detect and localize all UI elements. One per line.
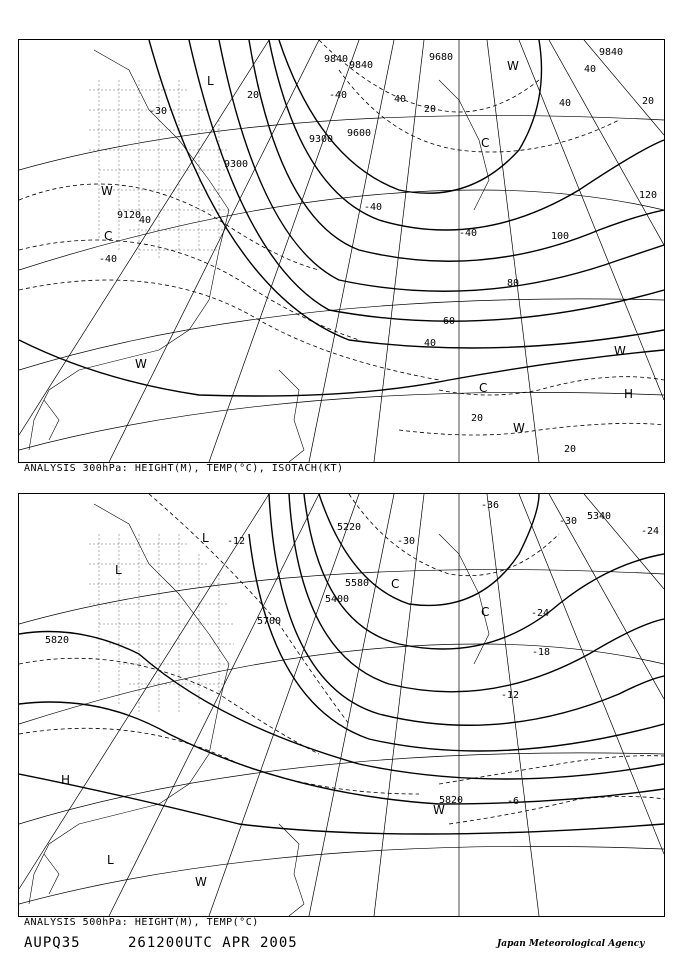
product-code: AUPQ35 bbox=[24, 935, 81, 951]
pressure-symbol: W bbox=[433, 803, 445, 817]
contour-label: -12 bbox=[227, 536, 246, 547]
contour-label: 40 bbox=[584, 64, 597, 75]
caption-300hpa: ANALYSIS 300hPa: HEIGHT(M), TEMP(°C), ISOTACH(KT) bbox=[24, 463, 344, 474]
contour-label: -12 bbox=[501, 690, 520, 701]
contour-label: 5340 bbox=[587, 511, 612, 522]
contour-label: 9300 bbox=[224, 159, 249, 170]
contour-label: 20 bbox=[247, 90, 260, 101]
contour-label: 60 bbox=[443, 316, 456, 327]
contour-label: 9840 bbox=[324, 54, 349, 65]
contour-label: 5580 bbox=[345, 578, 370, 589]
pressure-symbol: W bbox=[101, 184, 113, 198]
pressure-symbol: C bbox=[104, 229, 113, 243]
pressure-symbol: H bbox=[61, 773, 71, 787]
contour-label: -30 bbox=[149, 106, 168, 117]
pressure-symbol: C bbox=[481, 605, 490, 619]
pressure-symbol: W bbox=[507, 59, 519, 73]
pressure-symbol: L bbox=[207, 74, 214, 88]
valid-time: 261200UTC APR 2005 bbox=[128, 935, 298, 951]
contour-label: 5220 bbox=[337, 522, 362, 533]
map-300hpa bbox=[18, 39, 665, 463]
contour-labels bbox=[99, 47, 657, 455]
contour-label: 120 bbox=[639, 190, 658, 201]
contour-label: 5820 bbox=[439, 795, 464, 806]
pressure-symbol: C bbox=[391, 577, 400, 591]
contour-label: 80 bbox=[507, 278, 520, 289]
coastline bbox=[29, 50, 489, 462]
contour-label: -24 bbox=[641, 526, 660, 537]
contour-label: -40 bbox=[329, 90, 348, 101]
contour-label: -36 bbox=[481, 500, 500, 511]
pressure-symbol: W bbox=[614, 344, 626, 358]
pressure-symbol: W bbox=[513, 421, 525, 435]
contour-label: -30 bbox=[397, 536, 416, 547]
height-contours bbox=[19, 494, 664, 834]
contour-label: -24 bbox=[531, 608, 550, 619]
pressure-symbols bbox=[101, 59, 633, 435]
contour-label: 20 bbox=[471, 413, 484, 424]
map-500hpa bbox=[18, 493, 665, 917]
contour-label: -40 bbox=[364, 202, 383, 213]
contour-label: 9840 bbox=[349, 60, 374, 71]
contour-label: 20 bbox=[642, 96, 655, 107]
contour-label: 9120 bbox=[117, 210, 142, 221]
pressure-symbol: L bbox=[115, 563, 122, 577]
contour-label: -40 bbox=[99, 254, 118, 265]
pressure-symbols bbox=[61, 531, 489, 889]
contour-label: -6 bbox=[507, 796, 520, 807]
contour-label: 5820 bbox=[45, 635, 70, 646]
graticule bbox=[19, 494, 664, 916]
contour-label: 9680 bbox=[429, 52, 454, 63]
pressure-symbol: C bbox=[481, 136, 490, 150]
contour-label: -18 bbox=[532, 647, 551, 658]
pressure-symbol: L bbox=[202, 531, 209, 545]
contour-label: 9300 bbox=[309, 134, 334, 145]
contour-label: 40 bbox=[139, 215, 152, 226]
pressure-symbol: W bbox=[135, 357, 147, 371]
chart-500hpa bbox=[19, 494, 664, 916]
contour-label: -30 bbox=[559, 516, 578, 527]
contour-label: 9600 bbox=[347, 128, 372, 139]
contour-label: 40 bbox=[394, 94, 407, 105]
contour-label: 100 bbox=[551, 231, 570, 242]
pressure-symbol: W bbox=[195, 875, 207, 889]
caption-500hpa: ANALYSIS 500hPa: HEIGHT(M), TEMP(°C) bbox=[24, 917, 259, 928]
chart-300hpa bbox=[19, 40, 664, 462]
contour-label: 5700 bbox=[257, 616, 282, 627]
contour-label: 20 bbox=[424, 104, 437, 115]
contour-label: 5400 bbox=[325, 594, 350, 605]
contour-label: 20 bbox=[564, 444, 577, 455]
contour-label: 9840 bbox=[599, 47, 624, 58]
contour-label: 40 bbox=[559, 98, 572, 109]
pressure-symbol: H bbox=[624, 387, 634, 401]
hatched-area bbox=[89, 534, 234, 714]
pressure-symbol: L bbox=[107, 853, 114, 867]
contour-label: -40 bbox=[459, 228, 478, 239]
contour-label: 40 bbox=[424, 338, 437, 349]
coastline bbox=[29, 504, 489, 916]
agency-name: Japan Meteorological Agency bbox=[497, 939, 645, 949]
pressure-symbol: C bbox=[479, 381, 488, 395]
